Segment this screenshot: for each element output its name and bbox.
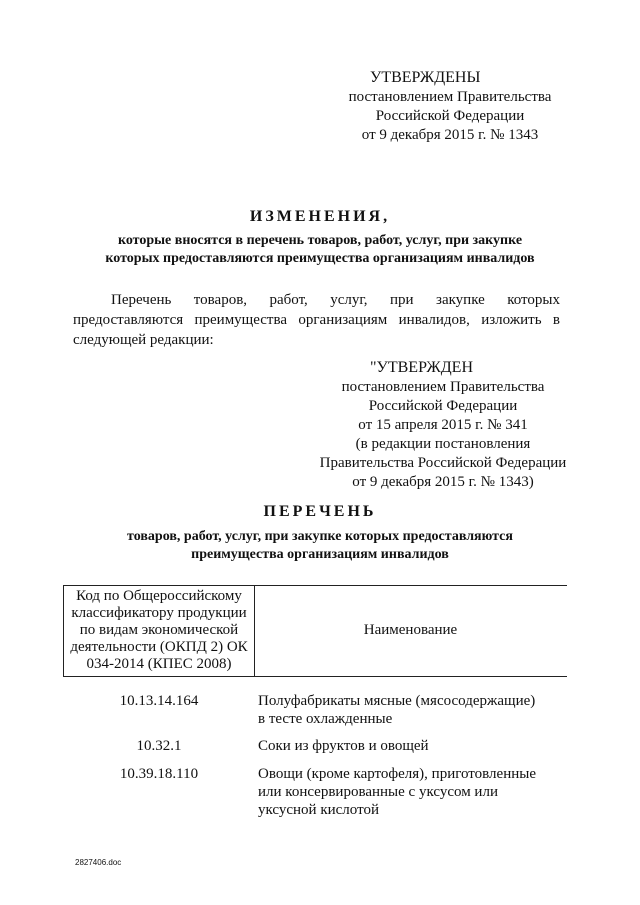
list-subtitle-line: преимущества организациям инвалидов (191, 547, 449, 562)
approval-block-2 (290, 358, 596, 492)
approval-line: от 15 апреля 2015 г. № 341 (358, 417, 528, 433)
table-row-name (258, 765, 568, 819)
approval-block-1 (300, 68, 600, 145)
column-header-line: деятельности (ОКПД 2) ОК (70, 639, 248, 655)
approval-line: Российской Федерации (375, 108, 525, 124)
list-subtitle (70, 528, 570, 564)
name-line: или консервированные с уксусом или (258, 784, 498, 800)
name-line: Полуфабрикаты мясные (мясосодержащие) (258, 693, 536, 709)
column-header-code (64, 588, 254, 673)
approval-line: (в редакции постановления (355, 436, 531, 452)
name-line: в тесте охлажденные (258, 711, 393, 727)
changes-subtitle-line: которые вносятся в перечень товаров, работ, услуг, при закупке (117, 233, 523, 248)
table-row-code: 10.39.18.110 (119, 766, 199, 782)
table-row-name (258, 737, 568, 755)
changes-subtitle (60, 232, 580, 268)
table-row-code: 10.13.14.164 (119, 693, 199, 709)
approval-line: Российской Федерации (368, 398, 518, 414)
name-line: уксусной кислотой (258, 802, 379, 818)
paragraph-line: Перечень товаров, работ, услуг, при закупке которых (111, 292, 560, 308)
column-header-name: Наименование (363, 622, 458, 638)
table-row-name (258, 692, 568, 728)
column-header-line: классификатору продукции (71, 605, 247, 621)
body-paragraph (73, 290, 560, 350)
table-top-rule (63, 585, 567, 586)
approval-line: постановлением Правительства (341, 379, 545, 395)
approval-line: Правительства Российской Федерации (319, 455, 567, 471)
list-title: ПЕРЕЧЕНЬ (263, 503, 377, 520)
name-line: Овощи (кроме картофеля), приготовленные (258, 766, 536, 782)
changes-subtitle-line: которых предоставляются преимущества организациям инвалидов (105, 251, 535, 266)
approval-heading: УТВЕРЖДЕНЫ (370, 69, 481, 86)
table-header-bottom-rule (63, 676, 567, 677)
approval-line: постановлением Правительства (348, 89, 552, 105)
table-row-code: 10.32.1 (136, 738, 182, 754)
column-header-line: 034-2014 (КПЕС 2008) (86, 656, 232, 672)
changes-title: ИЗМЕНЕНИЯ, (249, 208, 391, 225)
approval-line: от 9 декабря 2015 г. № 1343 (361, 127, 539, 143)
name-line: Соки из фруктов и овощей (258, 738, 429, 754)
approval-line: от 9 декабря 2015 г. № 1343) (352, 474, 534, 490)
paragraph-line: предоставляются преимущества организациям инвалидов, изложить в (73, 312, 560, 328)
approval-heading: "УТВЕРЖДЕН (370, 359, 473, 376)
paragraph-line: следующей редакции: (73, 332, 214, 348)
list-subtitle-line: товаров, работ, услуг, при закупке которых предоставляются (127, 529, 513, 544)
column-header-line: по видам экономической (79, 622, 239, 638)
column-header-line: Код по Общероссийскому (76, 588, 242, 604)
document-id: 2827406.doc (75, 858, 122, 867)
